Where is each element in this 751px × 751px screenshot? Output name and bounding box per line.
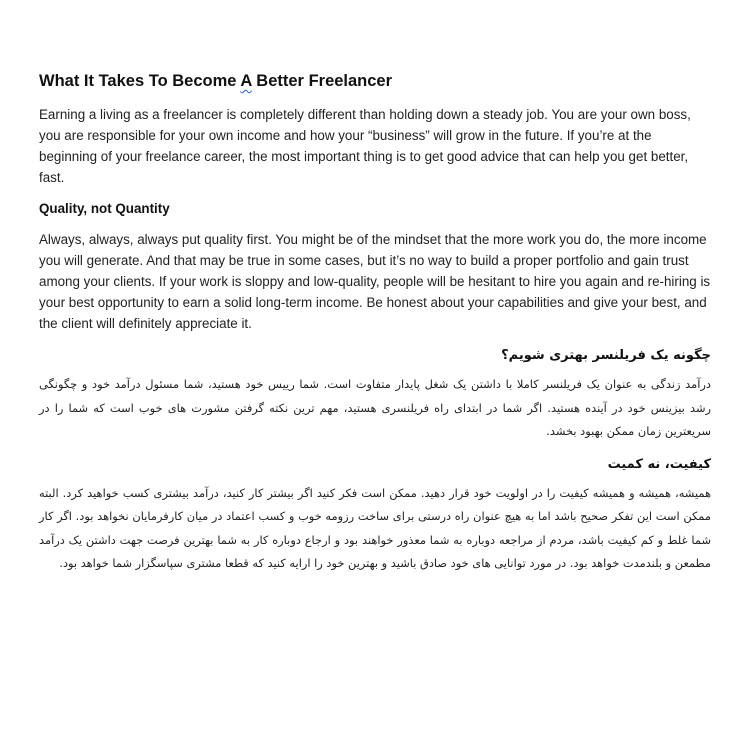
document-title (39, 70, 711, 92)
persian-intro-paragraph: درآمد زندگی به عنوان یک فریلنسر کاملا با داشتن یک شغل پایدار متفاوت است. شما رییس خود هستید، شما مسئول درآمد خود و چگونگی رشد بیزینس خود در آینده هستید. اگر شما در ابتدای راه فریلنسری هستید، مهم ترین نکته گرفتن مشورت های خوب است که شما را در سریعترین زمان ممکن بهبود بخشد. (39, 377, 711, 438)
intro-paragraph: Earning a living as a freelancer is completely different than holding down a steady job. You are your own boss, you are responsible for your own income and how your “business” will grow in the future. If you’re at the beginning of your freelance career, the most important thing is to get good advice that can help you get better, fast. (39, 107, 691, 185)
persian-title: چگونه یک فریلنسر بهتری شویم؟ (501, 348, 711, 363)
persian-section-heading: کیفیت، نه کمیت (607, 456, 711, 472)
persian-section-paragraph: همیشه، همیشه و همیشه کیفیت را در اولویت خود قرار دهید. ممکن است فکر کنید اگر بیشتر کار کنید، درآمد بیشتری کسب خواهید کرد. البته ممکن است این تفکر صحیح باشد اما به هیچ عنوان راه درستی برای ساخت رزومه خوب و کسب اعتماد در میان کارفرمایان نخواهد بود. اگر کار شما غلط و کم کیفیت باشد، مردم از مراجعه دوباره به شما معذور خواهند بود و ارجاع دوباره کار به شما بهترین فرصت جهت داشتن یک درآمد مطمعن و بلندمدت خواهد بود. در مورد توانایی های خود صادق باشید و بهترین خود را ارایه کنید که قطعا مشتری سپاسگزار شما خواهد بود. (39, 485, 711, 570)
section-heading: Quality, not Quantity (39, 201, 170, 216)
section-paragraph: Always, always, always put quality first. You might be of the mindset that the more work you do, the more income you will generate. And that may be true in some cases, but it’s no way to build a proper portfolio and gain trust among your clients. If your work is sloppy and low-quality, people will be hesitant to hire you again and re-hiring is your best opportunity to earn a solid long-term income. Be honest about your capabilities and give your best, and the client will definitely appreciate it. (39, 232, 711, 331)
document-page (39, 70, 711, 586)
title-text-end: Better Freelancer (251, 72, 393, 90)
spellcheck-flagged-word[interactable]: A (240, 72, 252, 90)
title-text-start: What It Takes To Become (39, 72, 241, 90)
